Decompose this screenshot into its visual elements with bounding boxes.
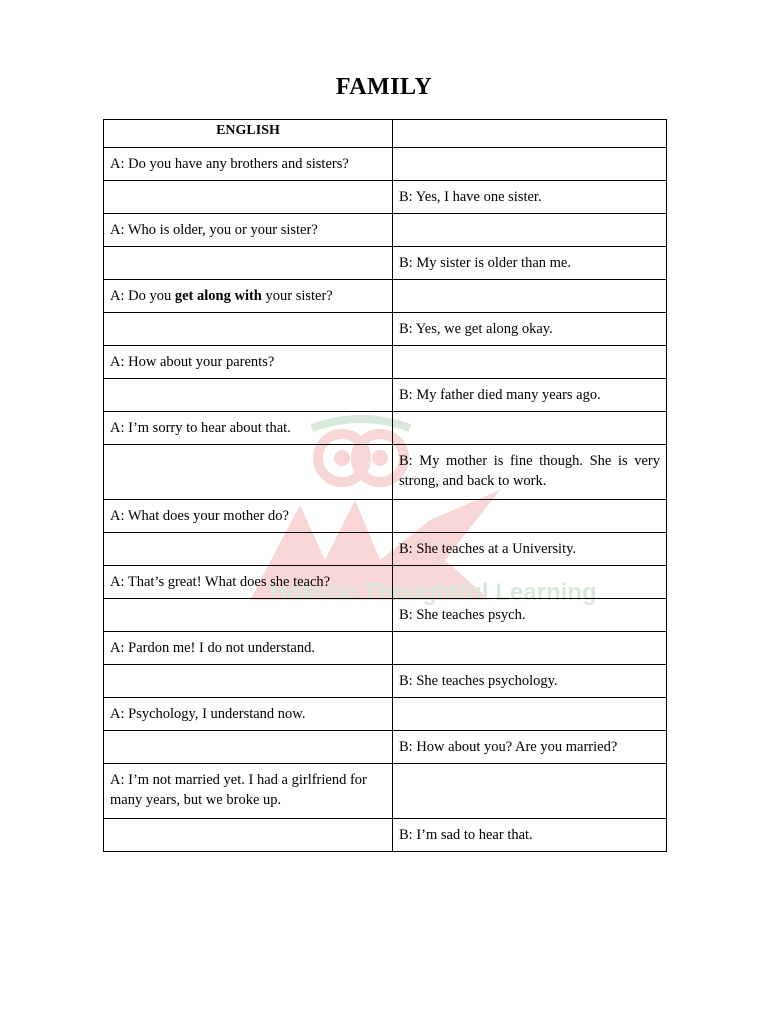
speaker-a-line: A: Who is older, you or your sister?: [104, 214, 393, 247]
table-row: [104, 346, 667, 379]
header-english: ENGLISH: [104, 120, 393, 148]
speaker-a-line: [104, 313, 393, 346]
table-row: [104, 566, 667, 599]
speaker-b-line: [393, 500, 667, 533]
speaker-b-line: B: My sister is older than me.: [393, 247, 667, 280]
speaker-b-line: B: Yes, we get along okay.: [393, 313, 667, 346]
speaker-a-line: [104, 181, 393, 214]
table-row: [104, 214, 667, 247]
table-row: [104, 247, 667, 280]
table-row: [104, 599, 667, 632]
table-row: [104, 181, 667, 214]
speaker-a-line: [104, 379, 393, 412]
header-blank: [393, 120, 667, 148]
speaker-a-line: A: That’s great! What does she teach?: [104, 566, 393, 599]
speaker-a-line: A: Do you have any brothers and sisters?: [104, 148, 393, 181]
speaker-b-line: B: She teaches at a University.: [393, 533, 667, 566]
table-row: [104, 533, 667, 566]
line-text: your sister?: [261, 288, 333, 304]
table-row: [104, 148, 667, 181]
bold-phrase: get along with: [174, 288, 262, 304]
speaker-a-line: A: I’m sorry to hear about that.: [104, 412, 393, 445]
speaker-a-line: [104, 445, 393, 500]
speaker-a-line: A: I’m not married yet. I had a girlfriend for many years, but we broke up.: [104, 764, 393, 819]
speaker-a-line: [104, 731, 393, 764]
table-row: [104, 412, 667, 445]
speaker-a-line: A: Pardon me! I do not understand.: [104, 632, 393, 665]
page-title: FAMILY: [335, 74, 433, 100]
speaker-b-line: B: She teaches psych.: [393, 599, 667, 632]
speaker-b-line: [393, 698, 667, 731]
speaker-b-line: [393, 280, 667, 313]
speaker-b-line: B: My mother is fine though. She is very strong, and back to work.: [393, 445, 667, 500]
speaker-b-line: [393, 566, 667, 599]
table-row: [104, 665, 667, 698]
speaker-a-line: [104, 665, 393, 698]
table-row: [104, 698, 667, 731]
table-row: [104, 500, 667, 533]
speaker-a-line: A: Psychology, I understand now.: [104, 698, 393, 731]
dialogue-table: [103, 119, 667, 852]
table-row: [104, 445, 667, 500]
speaker-b-line: [393, 764, 667, 819]
speaker-b-line: B: I’m sad to hear that.: [393, 819, 667, 852]
speaker-b-line: [393, 214, 667, 247]
watermark-text: Holistic Thoughtful Learning: [270, 579, 597, 606]
speaker-a-line: [104, 280, 393, 313]
speaker-a-line: A: How about your parents?: [104, 346, 393, 379]
table-header-row: [104, 120, 667, 148]
speaker-b-line: [393, 632, 667, 665]
table-row: [104, 280, 667, 313]
speaker-b-line: [393, 346, 667, 379]
speaker-b-line: B: How about you? Are you married?: [393, 731, 667, 764]
speaker-b-line: [393, 412, 667, 445]
table-row: [104, 764, 667, 819]
table-row: [104, 731, 667, 764]
speaker-a-line: [104, 533, 393, 566]
table-row: [104, 632, 667, 665]
line-text: A: Do you: [110, 288, 175, 304]
table-row: [104, 379, 667, 412]
speaker-b-line: B: Yes, I have one sister.: [393, 181, 667, 214]
speaker-a-line: [104, 599, 393, 632]
speaker-b-line: B: She teaches psychology.: [393, 665, 667, 698]
speaker-a-line: A: What does your mother do?: [104, 500, 393, 533]
speaker-a-line: [104, 819, 393, 852]
speaker-b-line: B: My father died many years ago.: [393, 379, 667, 412]
speaker-b-line: [393, 148, 667, 181]
table-row: [104, 313, 667, 346]
speaker-a-line: [104, 247, 393, 280]
table-row: [104, 819, 667, 852]
